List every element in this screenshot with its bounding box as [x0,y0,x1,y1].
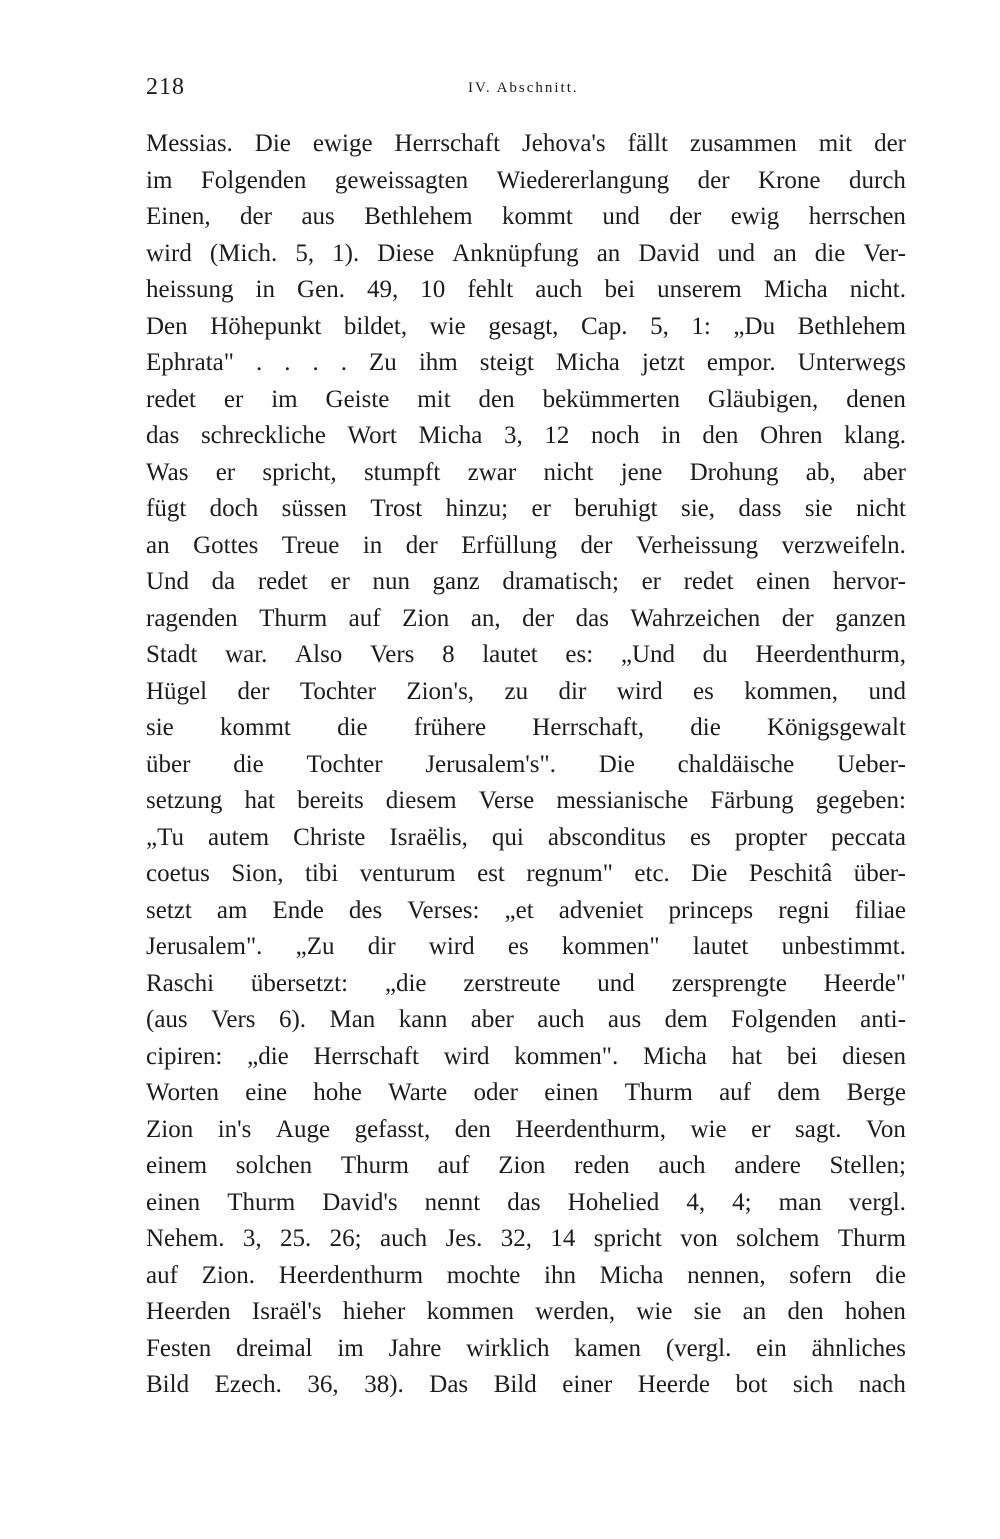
running-head: IV. Abschnitt. [468,80,579,96]
text-line: Heerden Israël's hieher kommen werden, wie sie an den hohen [146,1298,906,1325]
text-line: Nehem. 3, 25. 26; auch Jes. 32, 14 spricht von solchem Thurm [146,1225,906,1252]
text-line: Stadt war. Also Vers 8 lautet es: „Und du Heerdenthurm, [146,641,906,668]
text-line: einen Thurm David's nennt das Hohelied 4, 4; man vergl. [146,1188,906,1216]
text-line: Und da redet er nun ganz dramatisch; er redet einen hervor- [146,568,906,595]
text-line: an Gottes Treue in der Erfüllung der Verheissung verzweifeln. [146,531,906,559]
text-line: ragenden Thurm auf Zion an, der das Wahrzeichen der ganzen [146,604,906,632]
page-header [146,74,906,108]
text-line: Einen, der aus Bethlehem kommt und der ewig herrschen [146,203,906,230]
text-line: Ephrata" . . . . Zu ihm steigt Micha jetzt empor. Unterwegs [146,349,906,376]
text-line: Festen dreimal im Jahre wirklich kamen (vergl. ein ähnliches [146,1334,906,1362]
body-text [146,126,906,1404]
text-line: (aus Vers 6). Man kann aber auch aus dem Folgenden anti- [146,1006,906,1033]
text-line: über die Tochter Jerusalem's". Die chaldäische Ueber- [146,750,906,778]
text-line: Raschi übersetzt: „die zerstreute und zersprengte Heerde" [146,969,906,997]
text-line: Was er spricht, stumpft zwar nicht jene Drohung ab, aber [146,458,906,486]
text-line: heissung in Gen. 49, 10 fehlt auch bei unserem Micha nicht. [146,276,906,303]
text-line: auf Zion. Heerdenthurm mochte ihn Micha nennen, sofern die [146,1261,906,1289]
text-line: das schreckliche Wort Micha 3, 12 noch in den Ohren klang. [146,422,906,449]
text-line: einem solchen Thurm auf Zion reden auch andere Stellen; [146,1152,906,1179]
text-line: setzt am Ende des Verses: „et adveniet princeps regni filiae [146,896,906,924]
text-line: setzung hat bereits diesem Verse messianische Färbung gegeben: [146,787,906,814]
text-line: Bild Ezech. 36, 38). Das Bild einer Heerde bot sich nach [146,1371,906,1398]
text-line: coetus Sion, tibi venturum est regnum" etc. Die Peschitâ über- [146,860,906,887]
text-line: Worten eine hohe Warte oder einen Thurm auf dem Berge [146,1079,906,1106]
text-line: „Tu autem Christe Israëlis, qui absconditus es propter peccata [146,823,906,851]
text-line: im Folgenden geweissagten Wiedererlangung der Krone durch [146,166,906,194]
text-line: Messias. Die ewige Herrschaft Jehova's fällt zusammen mit der [146,130,906,157]
text-line: redet er im Geiste mit den bekümmerten Gläubigen, denen [146,385,906,413]
text-line: fügt doch süssen Trost hinzu; er beruhigt sie, dass sie nicht [146,495,906,522]
text-line: wird (Mich. 5, 1). Diese Anknüpfung an David und an die Ver- [146,239,906,267]
text-line: Den Höhepunkt bildet, wie gesagt, Cap. 5, 1: „Du Bethlehem [146,312,906,340]
text-line: cipiren: „die Herrschaft wird kommen". Micha hat bei diesen [146,1042,906,1070]
text-line: Hügel der Tochter Zion's, zu dir wird es kommen, und [146,677,906,705]
text-line: sie kommt die frühere Herrschaft, die Königsgewalt [146,714,906,741]
text-line: Jerusalem". „Zu dir wird es kommen" lautet unbestimmt. [146,933,906,960]
page-number: 218 [146,74,185,100]
text-line: Zion in's Auge gefasst, den Heerdenthurm, wie er sagt. Von [146,1115,906,1143]
